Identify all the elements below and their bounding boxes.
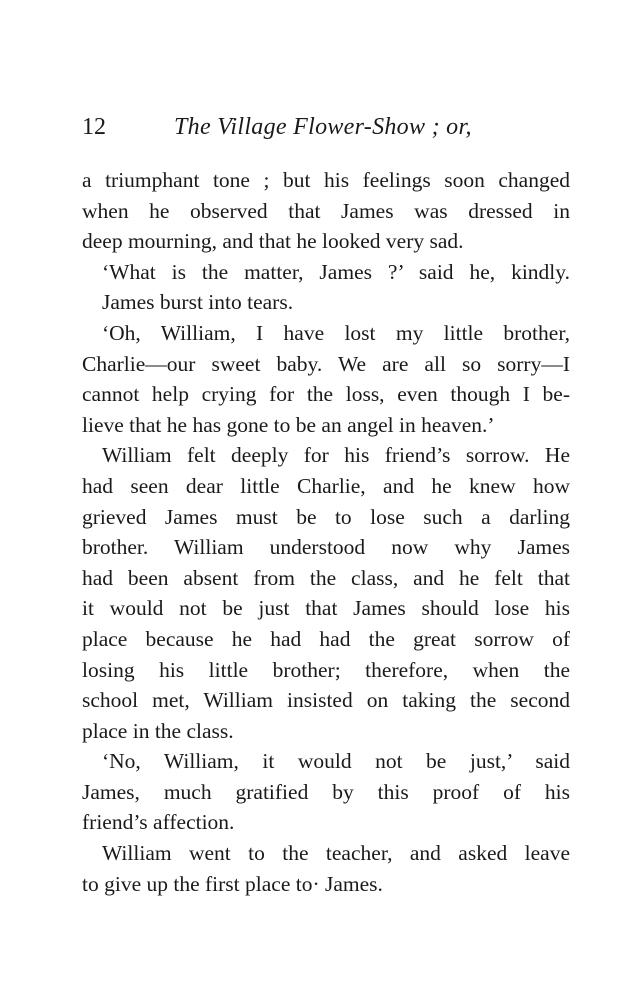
text-line: William went to the teacher, and asked leave: [102, 841, 570, 866]
text-line: losing his little brother; therefore, when the: [82, 657, 570, 682]
text-line: to give up the first place to· James.: [82, 871, 383, 896]
text-line: lieve that he has gone to be an angel in heaven.’: [82, 412, 495, 437]
text-line: a triumphant tone ; but his feelings soon changed: [82, 168, 570, 192]
text-line: had been absent from the class, and he felt that: [82, 565, 570, 590]
text-line: ‘Oh, William, I have lost my little brother,: [102, 320, 570, 345]
text-line: it would not be just that James should lose his: [82, 596, 570, 621]
text-line: place because he had had the great sorrow of: [82, 626, 570, 651]
text-line: friend’s affection.: [82, 810, 235, 835]
text-line: grieved James must be to lose such a darling: [82, 504, 570, 529]
running-title: The Village Flower-Show ; or,: [174, 114, 472, 140]
text-line: when he observed that James was dressed in: [82, 198, 570, 223]
text-line: cannot help crying for the loss, even though I be-: [82, 382, 570, 407]
text-line: ‘What is the matter, James ?’ said he, kindly.: [102, 259, 570, 284]
text-line: deep mourning, and that he looked very sad.: [82, 229, 464, 254]
page-header: [82, 114, 570, 150]
text-line: James, much gratified by this proof of his: [82, 779, 570, 804]
text-line: ‘No, William, it would not be just,’ said: [102, 749, 570, 774]
text-line: James burst into tears.: [102, 290, 294, 315]
text-line: brother. William understood now why James: [82, 535, 570, 560]
text-line: school met, William insisted on taking the second: [82, 688, 570, 713]
text-line: had seen dear little Charlie, and he knew how: [82, 473, 570, 498]
body-text: [82, 165, 570, 899]
text-line: place in the class.: [82, 718, 234, 743]
page-number: 12: [82, 114, 106, 140]
text-line: William felt deeply for his friend’s sorrow. He: [102, 443, 570, 468]
text-line: Charlie—our sweet baby. We are all so sorry—I: [82, 351, 570, 376]
